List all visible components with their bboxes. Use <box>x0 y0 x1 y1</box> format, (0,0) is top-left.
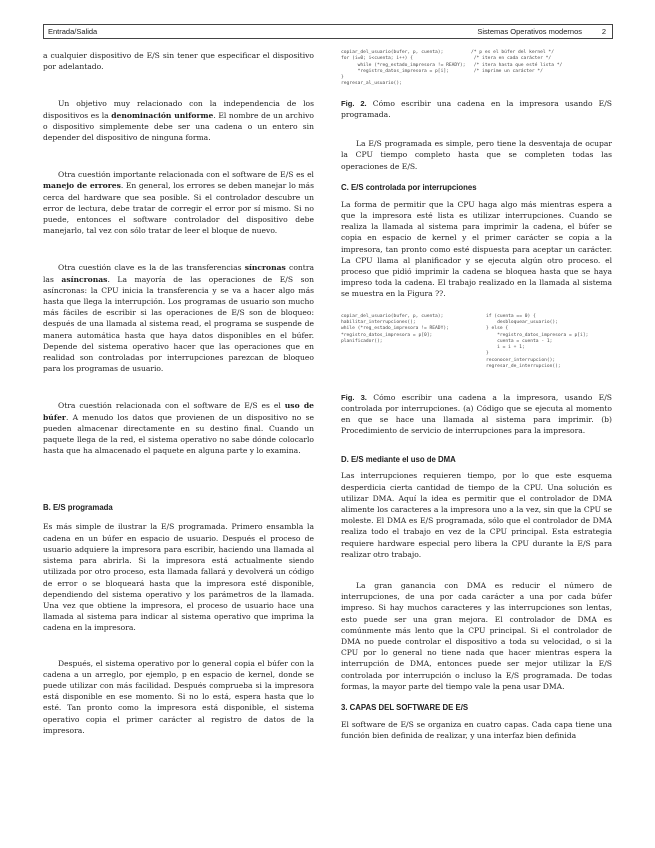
section-heading-3: 3. CAPAS DEL SOFTWARE DE E/S <box>341 703 469 713</box>
paragraph: a cualquier dispositivo de E/S sin tener que especificar el dispositivo por adelantado. <box>43 51 314 72</box>
section-heading-d: D. E/S mediante el uso de DMA <box>341 455 456 465</box>
figure-3-label: Fig. 3. <box>341 392 367 402</box>
paragraph: El software de E/S se organiza en cuatro capas. Cada capa tiene una función bien definida de realizar, y una interfaz bien definida <box>341 720 612 741</box>
code-figure-3 <box>341 314 612 382</box>
code-figure-3a: copiar_del_usuario(bufer, p, cuenta); habilitar_interrupciones(); while (*reg_estado_impresora != READY); *registro_datos_impresora = p[0]; planificador(); <box>341 313 449 344</box>
paragraph-sync-async: Otra cuestión clave es la de las transferencias síncronas contra las asíncronas. La mayoría de las operaciones de E/S son asíncronas: la CPU inicia la transferencia y se va a hacer algo más hasta que llega la interrupción. Los programas de usuario son mucho más fáciles de escribir si las operaciones de E/S son de bloqueo: después de una llamada al sistema read, el programa se suspende de manera automática hasta que haya datos disponibles en el búfer. Depende del sistema operativo hacer que las operaciones que en realidad son controladas por interrupciones parezcan de bloqueo para los programas de usuario. <box>43 263 314 374</box>
paragraph: La E/S programada es simple, pero tiene la desventaja de ocupar la CPU tiempo completo hasta que se completen todas las operaciones de E/S. <box>341 139 612 171</box>
paragraph-buffering: Otra cuestión relacionada con el software de E/S es el uso de búfer. A menudo los datos que provienen de un dispositivo no se pueden almacenar directamente en su destino final. Cuando un paquete llega de la red, el sistema operativo no sabe dónde colocarlo hasta que ha almacenado el paquete en alguna parte y lo examina. <box>43 401 314 456</box>
figure-2-caption: Fig. 2. Cómo escribir una cadena en la impresora usando E/S programada. <box>341 98 612 119</box>
term-asynchronous: asíncronas <box>61 274 108 284</box>
term-buffering: uso de búfer <box>43 401 314 422</box>
paragraph-uniform-naming: Un objetivo muy relacionado con la independencia de los dispositivos es la denominación uniforme. El nombre de un archivo o dispositivo simplemente debe ser una cadena o un entero sin depender del dispositivo de ninguna forma. <box>43 99 314 143</box>
page-number: 2 <box>601 27 606 36</box>
paragraph: Las interrupciones requieren tiempo, por lo que este esquema desperdicia cierta cantidad de tiempo de la CPU. Una solución es utilizar DMA. Aquí la idea es permitir que el controlador de DMA alimente los caracteres a la impresora uno a la vez, sin que la CPU se moleste. El DMA es E/S programada, sólo que el controlador de DMA realiza todo el trabajo en vez de la CPU principal. Esta estrategia requiere hardware especial pero libera la CPU durante la E/S para realizar otro trabajo. <box>341 471 612 559</box>
right-column <box>341 50 612 742</box>
left-column <box>43 50 314 736</box>
paragraph: La forma de permitir que la CPU haga algo más mientras espera a que la impresora esté lista es utilizar interrupciones. Cuando se realiza la llamada al sistema para imprimir la cadena, el búfer se copia en espacio de kernel y el primer carácter se copia a la impresora, tan pronto como esté dispuesta para aceptar un carácter. La CPU llama al planificador y se ejecuta algún otro proceso. el proceso que pidió imprimir la cadena se bloquea hasta que se haya impreso toda la cadena. El trabajo realizado en la llamada al sistema se muestra en la Figura ??. <box>341 199 612 299</box>
header-section-title: Entrada/Salida <box>48 27 98 36</box>
term-error-handling: manejo de errores <box>43 181 121 191</box>
figure-2-label: Fig. 2. <box>341 98 367 108</box>
paragraph: Es más simple de ilustrar la E/S programada. Primero ensambla la cadena en un búfer en espacio de usuario. Después el proceso de usuario adquiere la impresora para escribir, haciendo una llamada al sistema para abrirla. Si la impresora está actualmente siendo utilizada por otro proceso, esta llamada fallará y devolverá un código de error o se bloqueará hasta que la impresora esté disponible, dependiendo del sistema operativo y los parámetros de la llamada. Una vez que obtiene la impresora, el proceso de usuario hace una llamada al sistema para indicar al sistema operativo que imprima la cadena en la impresora. <box>43 522 314 633</box>
section-heading-b: B. E/S programada <box>43 503 113 513</box>
code-figure-3b: if (cuenta == 0) { desbloquear_usuario(); } else { *registro_datos_impresora = p[i]; cuenta = cuenta - 1; i = i + 1; } reconocer_interrupcion(); regresar_de_interrupcion(); <box>486 313 589 369</box>
paragraph: La gran ganancia con DMA es reducir el número de interrupciones, de una por cada carácter a una por cada búfer impreso. Si hay muchos caracteres y las interrupciones son lentas, esto puede ser una gran mejora. El controlador de DMA es comúnmente más lento que la CPU principal. Si el controlador de DMA no puede controlar el dispositivo a toda su velocidad, o si la CPU por lo general no tiene nada que hacer mientras espera la interrupción de DMA, entonces puede ser mejor utilizar la E/S controlada por interrupción o incluso la E/S programada. De todas formas, la mayor parte del tiempo vale la pena usar DMA. <box>341 581 612 691</box>
page-header <box>43 24 613 39</box>
figure-3-caption: Fig. 3. Cómo escribir una cadena a la impresora, usando E/S controlada por interrupciones. (a) Código que se ejecuta al momento en que se hace una llamada al sistema para imprimir. (b) Procedimiento de servicio de interrupciones para la impresora. <box>341 392 612 436</box>
paragraph: Después, el sistema operativo por lo general copia el búfer con la cadena a un arreglo, por ejemplo, p en espacio de kernel, donde se puede utilizar con más facilidad. Después comprueba si la impresora está disponible en ese momento. Si no lo está, espera hasta que lo esté. Tan pronto como la impresora está disponible, el sistema operativo copia el primer carácter al registro de datos de la impresora. <box>43 658 314 735</box>
term-synchronous: síncronas <box>244 263 286 273</box>
section-heading-c: C. E/S controlada por interrupciones <box>341 182 477 192</box>
paragraph-error-handling: Otra cuestión importante relacionada con el software de E/S es el manejo de errores. En general, los errores se deben manejar lo más cerca del hardware que sea posible. Si el controlador descubre un error de lectura, debe tratar de corregir el error por sí mismo. Si no puede, entonces el software controlador del dispositivo debe manejarlo, tal vez con sólo tratar de leer el bloque de nuevo. <box>43 170 314 236</box>
term-uniform-naming: denominación uniforme <box>111 110 214 120</box>
code-figure-2: copiar_del_usuario(bufer, p, cuenta); /* p es el búfer del kernel */ for (i=0; i<cuenta; i++) { /* itera en cada carácter */ while (*reg_estado_impresora != READY); /* itera hasta que esté lista */ *registro_datos_impresora = p[i]; /* imprime un carácter */ } regresar_al_usuario(); <box>341 50 563 87</box>
header-book-title: Sistemas Operativos modernos <box>477 27 582 36</box>
